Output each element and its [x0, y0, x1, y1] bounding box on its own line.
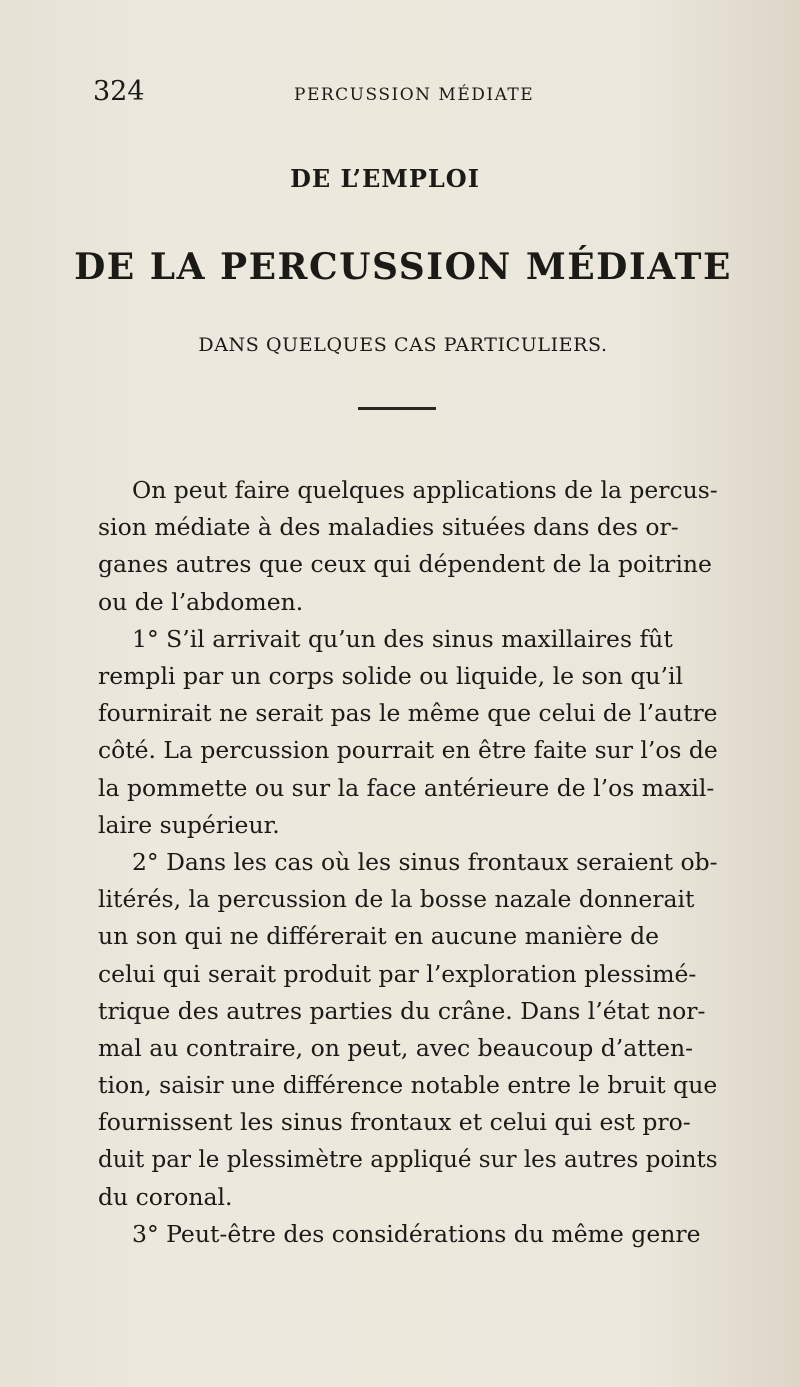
text-line: sion médiate à des maladies situées dans des or-: [98, 513, 679, 542]
text-line: litérés, la percussion de la bosse nazale donnerait: [98, 885, 695, 914]
chapter-title-line-1: DE L’EMPLOI: [290, 164, 480, 193]
text-line: un son qui ne différerait en aucune manière de: [98, 922, 660, 951]
text-line: du coronal.: [98, 1182, 233, 1211]
text-line: 1° S’il arrivait qu’un des sinus maxillaires fût: [132, 624, 673, 653]
text-line: ou de l’abdomen.: [98, 587, 304, 616]
text-line: duit par le plessimètre appliqué sur les autres points: [98, 1146, 718, 1173]
text-line: trique des autres parties du crâne. Dans l’état nor-: [98, 996, 706, 1025]
body-text: [98, 472, 718, 1253]
chapter-title-line-3: DANS QUELQUES CAS PARTICULIERS.: [198, 334, 608, 356]
text-line: laire supérieur.: [98, 810, 280, 839]
text-line: On peut faire quelques applications de la percus-: [132, 476, 718, 504]
text-line: côté. La percussion pourrait en être faite sur l’os de: [98, 736, 718, 765]
text-line: tion, saisir une différence notable entre le bruit que: [98, 1071, 718, 1100]
text-line: 3° Peut-être des considérations du même genre: [132, 1220, 701, 1249]
running-title: PERCUSSION MÉDIATE: [294, 85, 535, 105]
text-line: la pommette ou sur la face antérieure de l’os maxil-: [98, 773, 715, 802]
text-line: fournissent les sinus frontaux et celui qui est pro-: [98, 1108, 691, 1137]
text-line: celui qui serait produit par l’exploration plessimé-: [98, 959, 697, 988]
text-line: ganes autres que ceux qui dépendent de la poitrine: [98, 550, 712, 579]
text-line: fournirait ne serait pas le même que celui de l’autre: [98, 699, 718, 728]
page-number: 324: [93, 76, 145, 107]
text-line: rempli par un corps solide ou liquide, le son qu’il: [98, 662, 683, 691]
chapter-title-line-2: DE LA PERCUSSION MÉDIATE: [74, 246, 732, 288]
text-line: 2° Dans les cas où les sinus frontaux seraient ob-: [132, 848, 718, 877]
title-divider-rule: [358, 407, 436, 410]
text-line: mal au contraire, on peut, avec beaucoup d’atten-: [98, 1034, 694, 1063]
